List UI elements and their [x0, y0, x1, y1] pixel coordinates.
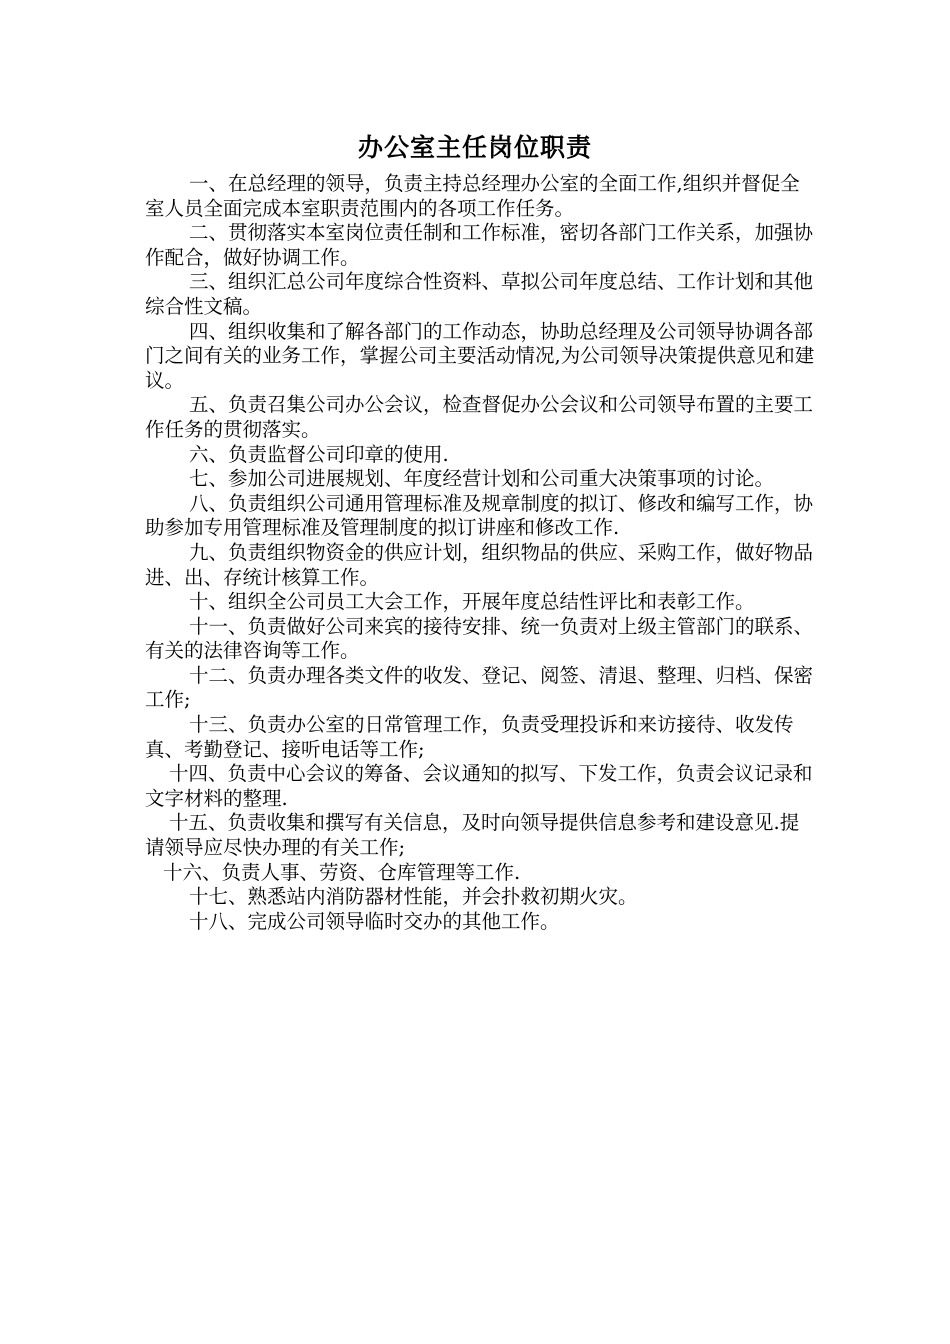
duty-item-3: 三、组织汇总公司年度综合性资料、草拟公司年度总结、工作计划和其他综合性文稿。 — [145, 270, 814, 318]
duty-item-11: 十一、负责做好公司来宾的接待安排、统一负责对上级主管部门的联系、有关的法律咨询等工作。 — [145, 614, 814, 663]
duty-item-8: 八、负责组织公司通用管理标准及规章制度的拟订、修改和编写工作，协助参加专用管理标准及管理制度的拟订讲座和修改工作. — [145, 491, 814, 540]
duty-item-5: 五、负责召集公司办公会议，检查督促办公会议和公司领导布置的主要工作任务的贯彻落实。 — [145, 393, 814, 441]
duty-item-15: 十五、负责收集和撰写有关信息，及时向领导提供信息参考和建设意见.提请领导应尽快办理的有关工作; — [145, 811, 800, 860]
duty-item-4: 四、组织收集和了解各部门的工作动态，协助总经理及公司领导协调各部门之间有关的业务工作，掌握公司主要活动情况,为公司领导决策提供意见和建议。 — [145, 319, 815, 392]
duty-item-10: 十、组织全公司员工大会工作，开展年度总结性评比和表彰工作。 — [189, 590, 755, 614]
document-body — [145, 172, 817, 934]
duty-item-6: 六、负责监督公司印章的使用. — [189, 442, 449, 466]
document-title: 办公室主任岗位职责 — [357, 133, 592, 162]
duty-item-12: 十二、负责办理各类文件的收发、登记、阅签、清退、整理、归档、保密工作; — [145, 663, 814, 712]
duty-item-9: 九、负责组织物资金的供应计划，组织物品的供应、采购工作，做好物品进、出、存统计核算工作。 — [145, 540, 814, 589]
duty-item-16: 十六、负责人事、劳资、仓库管理等工作. — [163, 860, 521, 884]
duty-item-13: 十三、负责办公室的日常管理工作，负责受理投诉和来访接待、收发传真、考勤登记、接听电话等工作; — [145, 713, 794, 761]
duty-item-14: 十四、负责中心会议的筹备、会议通知的拟写、下发工作，负责会议记录和文字材料的整理. — [145, 762, 813, 810]
duty-item-2: 二、贯彻落实本室岗位责任制和工作标准，密切各部门工作关系，加强协作配合，做好协调工作。 — [145, 221, 814, 269]
duty-item-17: 十七、熟悉站内消防器材性能，并会扑救初期火灾。 — [189, 885, 638, 909]
duty-item-7: 七、参加公司进展规划、年度经营计划和公司重大决策事项的讨论。 — [189, 467, 775, 491]
duty-item-18: 十八、完成公司领导临时交办的其他工作。 — [189, 909, 560, 933]
duty-item-1: 一、在总经理的领导，负责主持总经理办公室的全面工作,组织并督促全室人员全面完成本室职责范围内的各项工作任务。 — [145, 172, 800, 220]
